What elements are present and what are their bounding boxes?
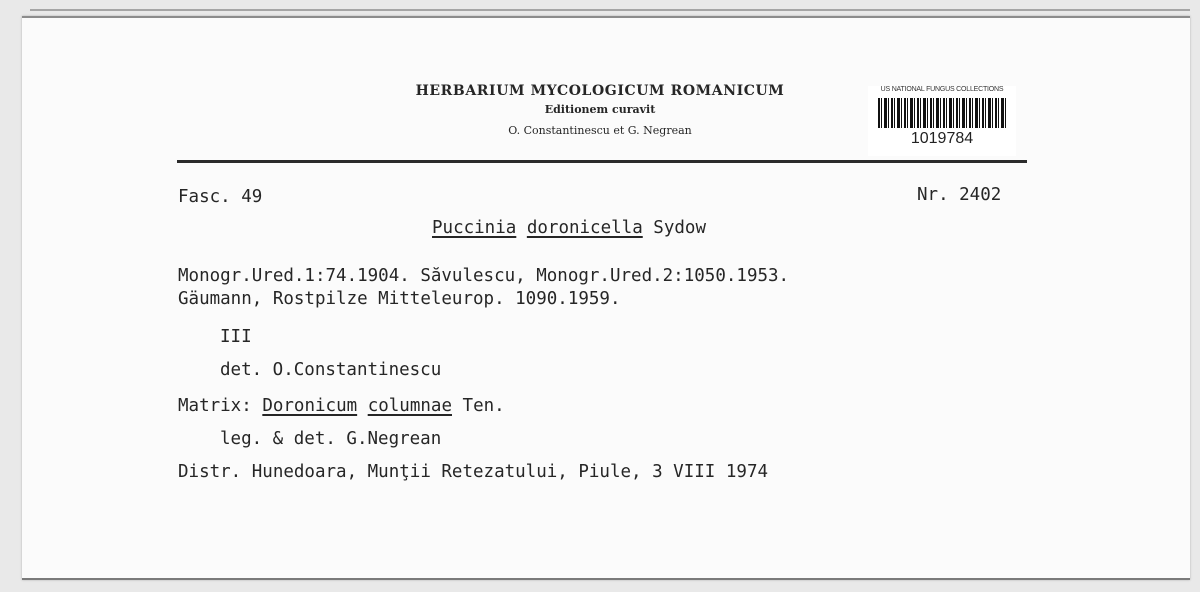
matrix-prefix: Matrix:: [178, 396, 252, 416]
determiner: det. O.Constantinescu: [220, 360, 442, 380]
header-divider: [177, 160, 1027, 163]
barcode-caption: US NATIONAL FUNGUS COLLECTIONS: [880, 86, 1004, 93]
header-title: HERBARIUM MYCOLOGICUM ROMANICUM: [415, 83, 785, 99]
taxon-name: [432, 218, 706, 238]
locality: Distr. Hunedoara, Munţii Retezatului, Piule, 3 VIII 1974: [178, 462, 769, 482]
collector: leg. & det. G.Negrean: [220, 429, 442, 449]
header-subtitle: Editionem curavit: [544, 103, 656, 116]
matrix-species: columnae: [367, 396, 452, 416]
taxon-author: Sydow: [653, 218, 706, 238]
barcode-sticker: [868, 86, 1016, 156]
matrix-genus: Doronicum: [262, 396, 358, 416]
barcode-number: 1019784: [910, 130, 974, 147]
reference-line-2: Gäumann, Rostpilze Mitteleurop. 1090.1959.: [178, 289, 621, 309]
spore-stage: III: [220, 327, 252, 347]
matrix-line: [178, 396, 505, 416]
upper-sheet-edge: [30, 9, 1190, 11]
matrix-author: Ten.: [462, 396, 505, 416]
label-header: [380, 82, 820, 142]
barcode-icon: [878, 98, 1006, 128]
header-editors: O. Constantinescu et G. Negrean: [508, 124, 692, 137]
taxon-species: doronicella: [526, 218, 643, 238]
fascicle: Fasc. 49: [178, 187, 263, 207]
specimen-number: Nr. 2402: [917, 185, 1002, 205]
reference-line-1: Monogr.Ured.1:74.1904. Săvulescu, Monogr.Ured.2:1050.1953.: [178, 266, 790, 286]
taxon-genus: Puccinia: [432, 218, 517, 238]
